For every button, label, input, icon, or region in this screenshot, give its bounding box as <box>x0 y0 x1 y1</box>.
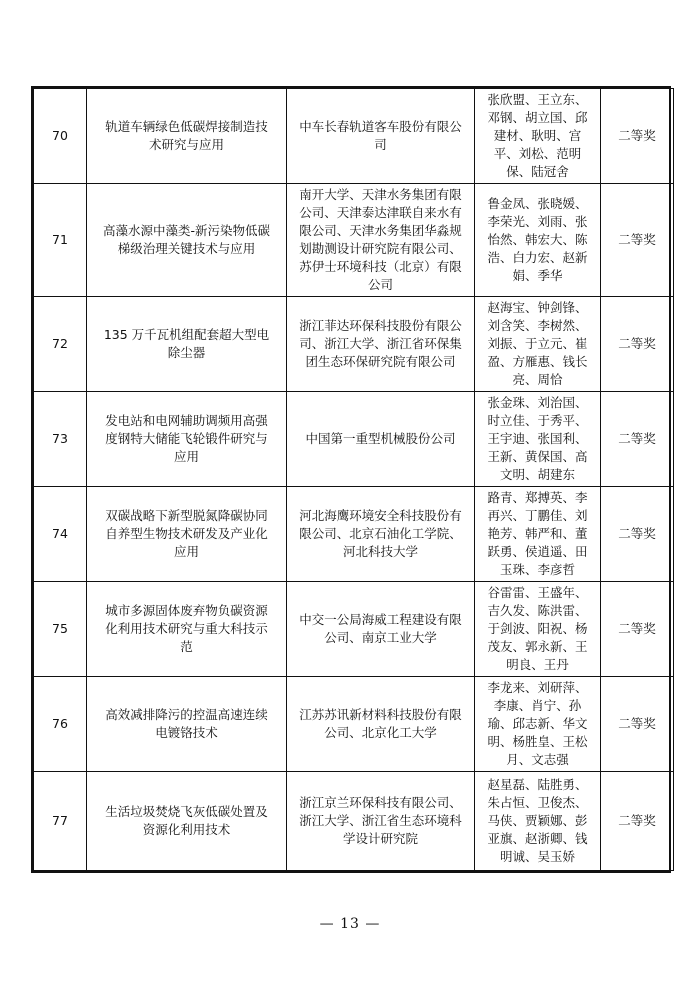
award-level: 二等奖 <box>601 392 674 487</box>
completing-units: 浙江京兰环保科技有限公司、浙江大学、浙江省生态环境科学设计研究院 <box>287 772 475 871</box>
completing-units: 中国第一重型机械股份公司 <box>287 392 475 487</box>
award-level: 二等奖 <box>601 677 674 772</box>
row-number: 75 <box>34 582 87 677</box>
award-level: 二等奖 <box>601 297 674 392</box>
table-row <box>34 184 674 297</box>
completing-people: 张欣盟、王立东、邓钢、胡立国、邱建材、耿明、宫平、刘松、范明保、陆冠舍 <box>475 89 601 184</box>
project-name: 双碳战略下新型脱氮降碳协同自养型生物技术研发及产业化应用 <box>87 487 287 582</box>
completing-people: 路青、郑搏英、李再兴、丁鹏佳、刘艳芳、韩严和、董跃勇、侯逍遥、田玉珠、李彦哲 <box>475 487 601 582</box>
award-level: 二等奖 <box>601 487 674 582</box>
completing-people: 赵海宝、钟剑锋、刘含笑、李树然、刘振、于立元、崔盈、方雁惠、钱长亮、周恰 <box>475 297 601 392</box>
completing-people: 李龙来、刘研萍、李康、肖宁、孙瑜、邱志新、华文明、杨胜皇、王松月、文志强 <box>475 677 601 772</box>
awards-table <box>33 88 674 871</box>
award-level: 二等奖 <box>601 184 674 297</box>
table-row <box>34 487 674 582</box>
table-row <box>34 89 674 184</box>
project-name: 高效减排降污的控温高速连续电镀铬技术 <box>87 677 287 772</box>
project-name: 135 万千瓦机组配套超大型电除尘器 <box>87 297 287 392</box>
awards-table-frame <box>31 86 671 873</box>
page-number: — 13 — <box>319 916 381 932</box>
completing-units: 南开大学、天津水务集团有限公司、天津泰达津联自来水有限公司、天津水务集团华淼规划勘测设计研究院有限公司、苏伊士环境科技（北京）有限公司 <box>287 184 475 297</box>
table-row <box>34 297 674 392</box>
table-row <box>34 392 674 487</box>
completing-units: 河北海鹰环境安全科技股份有限公司、北京石油化工学院、河北科技大学 <box>287 487 475 582</box>
project-name: 高藻水源中藻类-新污染物低碳梯级治理关键技术与应用 <box>87 184 287 297</box>
completing-people: 谷雷雷、王盛年、吉久发、陈洪雷、于剑波、阳祝、杨茂友、郭永新、王明良、王丹 <box>475 582 601 677</box>
award-level: 二等奖 <box>601 582 674 677</box>
row-number: 70 <box>34 89 87 184</box>
row-number: 76 <box>34 677 87 772</box>
row-number: 71 <box>34 184 87 297</box>
row-number: 74 <box>34 487 87 582</box>
project-name: 生活垃圾焚烧飞灰低碳处置及资源化利用技术 <box>87 772 287 871</box>
completing-units: 中车长春轨道客车股份有限公司 <box>287 89 475 184</box>
table-row <box>34 677 674 772</box>
award-level: 二等奖 <box>601 89 674 184</box>
project-name: 轨道车辆绿色低碳焊接制造技术研究与应用 <box>87 89 287 184</box>
completing-units: 浙江菲达环保科技股份有限公司、浙江大学、浙江省环保集团生态环保研究院有限公司 <box>287 297 475 392</box>
row-number: 72 <box>34 297 87 392</box>
row-number: 77 <box>34 772 87 871</box>
table-row <box>34 772 674 871</box>
completing-people: 张金珠、刘治国、时立佳、于秀平、王宇迪、张国利、王新、黄保国、高文明、胡建东 <box>475 392 601 487</box>
award-level: 二等奖 <box>601 772 674 871</box>
completing-people: 赵星磊、陆胜勇、朱占恒、卫俊杰、马侠、贾颖娜、彭亚旗、赵浙卿、钱明诚、吴玉娇 <box>475 772 601 871</box>
row-number: 73 <box>34 392 87 487</box>
completing-units: 中交一公局海威工程建设有限公司、南京工业大学 <box>287 582 475 677</box>
project-name: 城市多源固体废弃物负碳资源化利用技术研究与重大科技示范 <box>87 582 287 677</box>
completing-people: 鲁金凤、张晓媛、李荣光、刘雨、张怡然、韩宏大、陈浩、白力宏、赵新娟、季华 <box>475 184 601 297</box>
project-name: 发电站和电网辅助调频用高强度钢特大储能飞轮锻件研究与应用 <box>87 392 287 487</box>
completing-units: 江苏苏讯新材料科技股份有限公司、北京化工大学 <box>287 677 475 772</box>
table-row <box>34 582 674 677</box>
